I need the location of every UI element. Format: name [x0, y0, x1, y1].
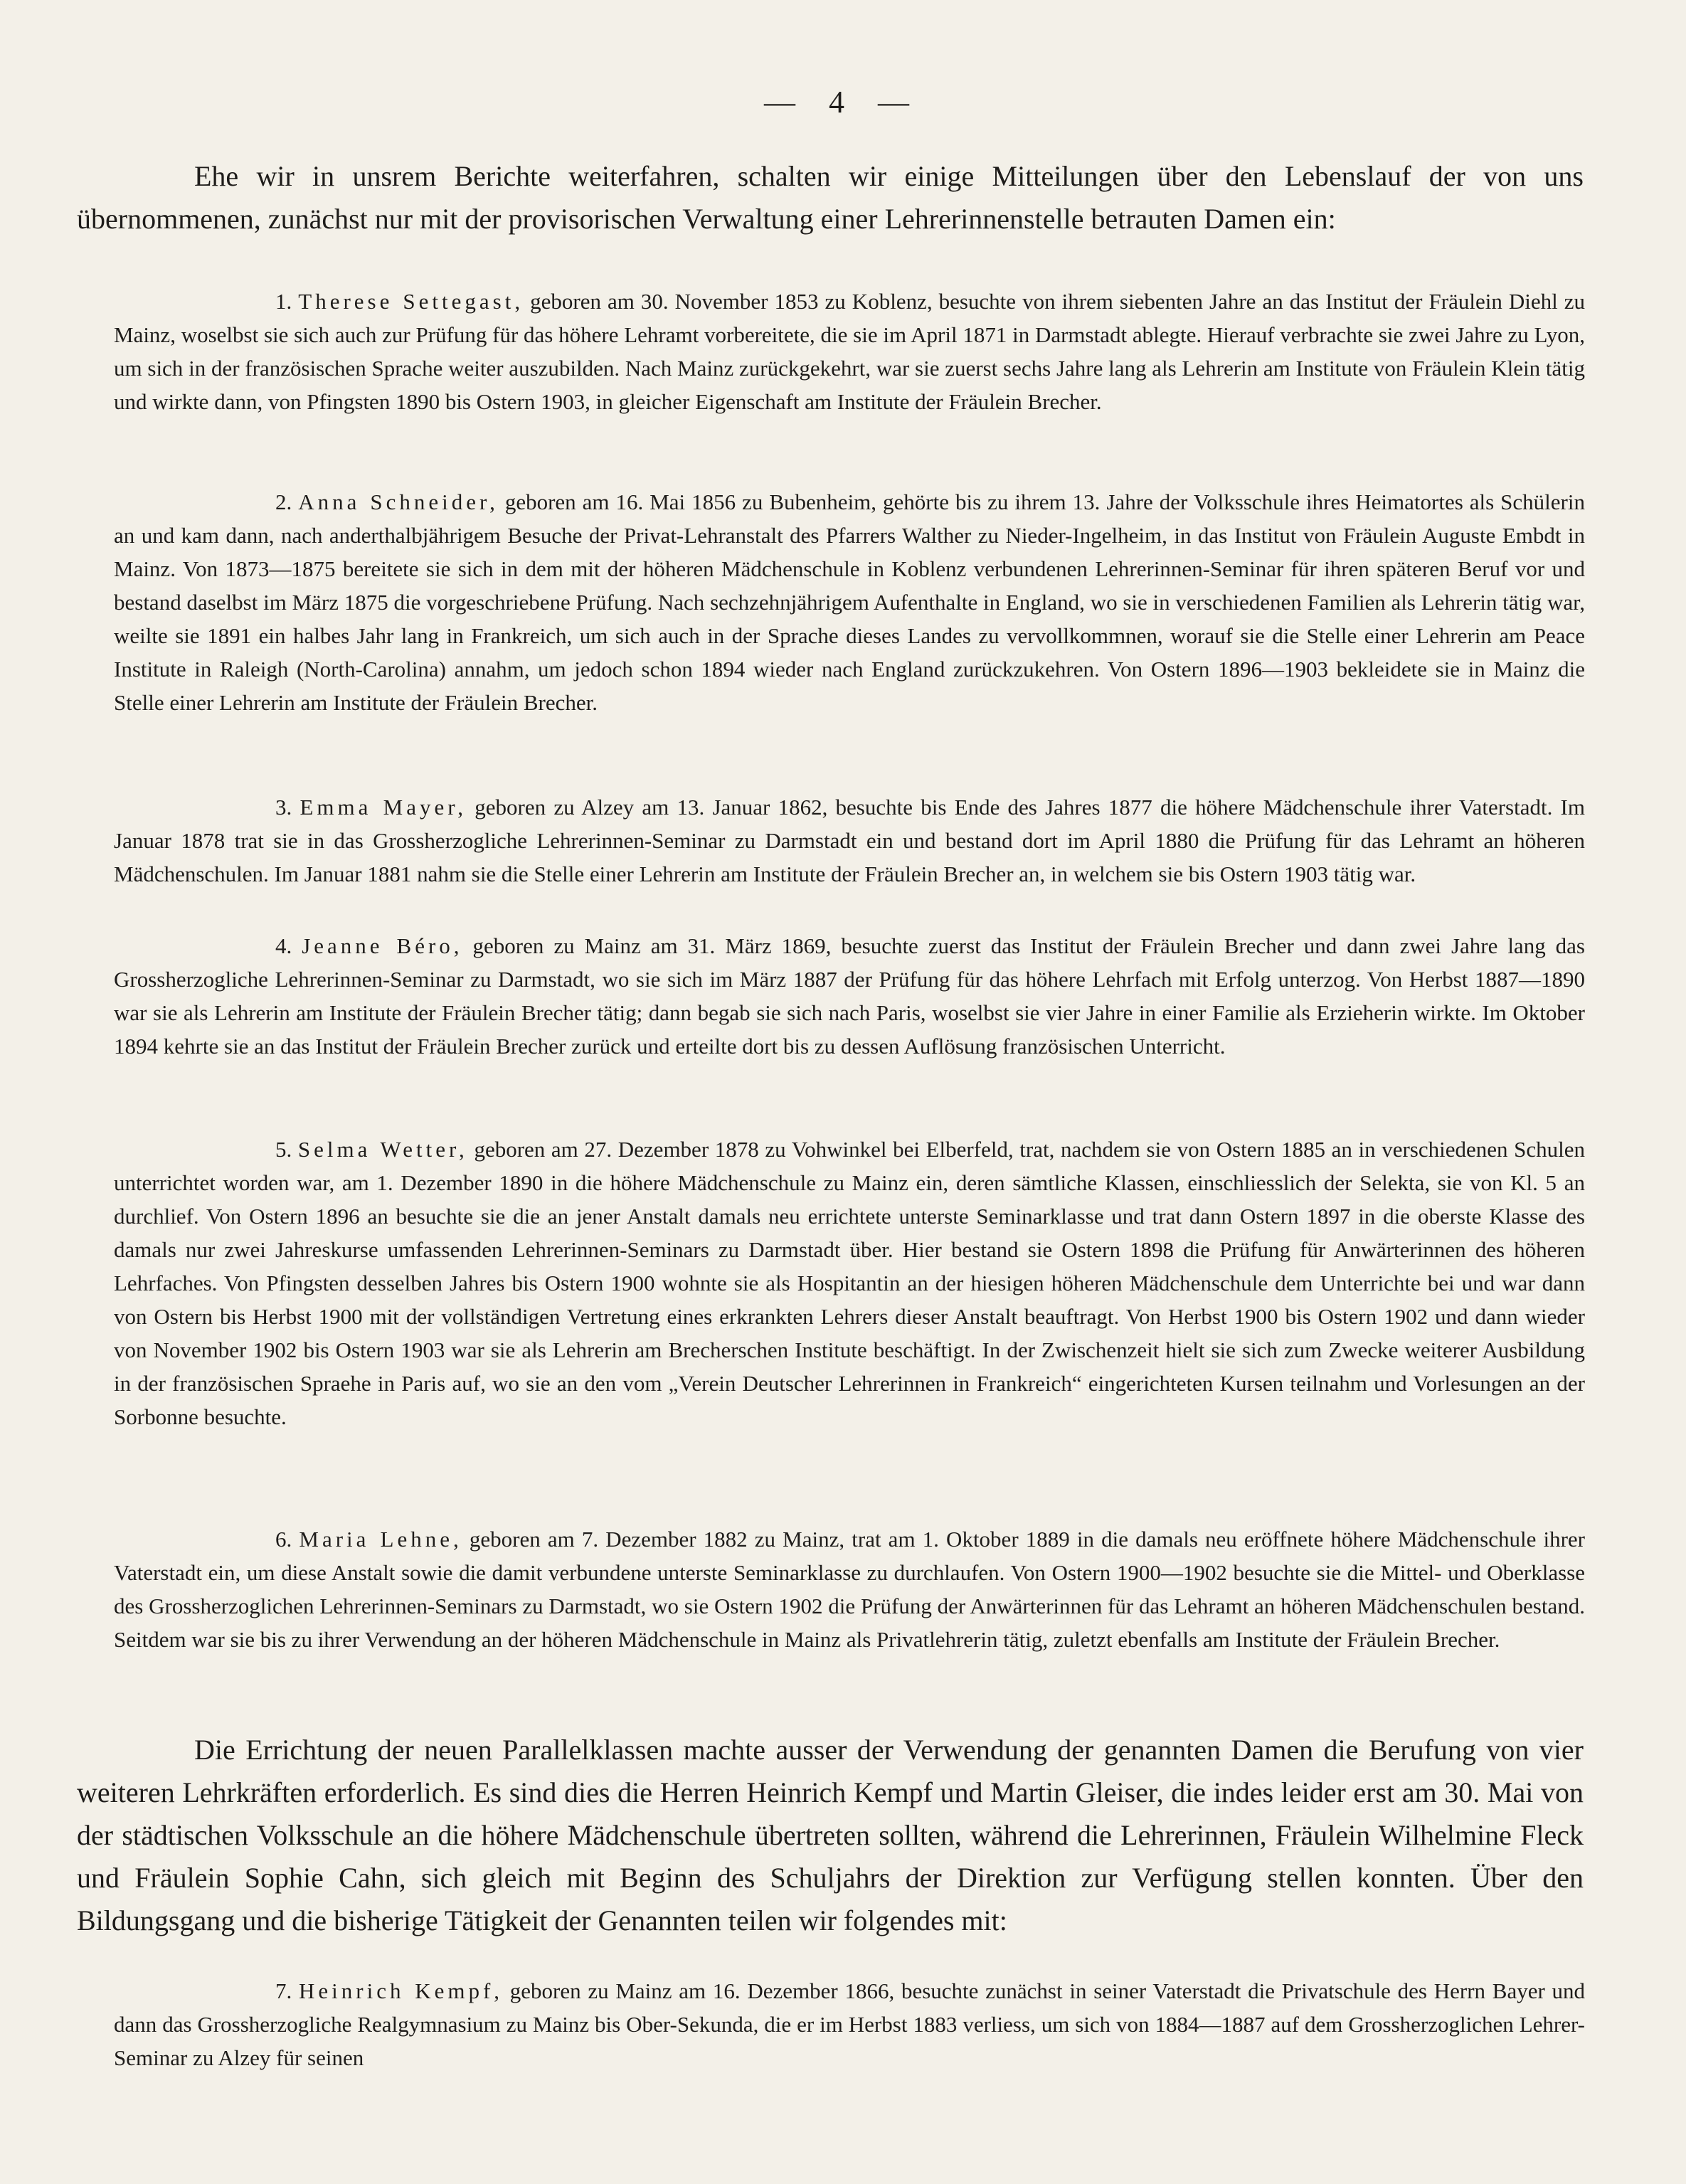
entry-text: geboren zu Mainz am 16. Dezember 1866, besuchte zunächst in seiner Vaterstadt die Privatschule des Herrn Bayer und dann das Grossherzogliche Realgymnasium zu Mainz bis Ober-Sekunda, die er im Herbst 1883 verliess, um sich von 1884—1887 auf dem Grossherzoglichen Lehrer-Seminar zu Alzey für seinen	[114, 1978, 1586, 2070]
entry-3	[114, 790, 1585, 891]
entry-text: geboren am 7. Dezember 1882 zu Mainz, trat am 1. Oktober 1889 in die damals neu eröffnete höhere Mädchenschule ihrer Vaterstadt ein, um diese Anstalt sowie die damit verbundene unterste Seminarklasse zu durchlaufen. Von Ostern 1900—1902 besuchte sie die Mittel- und Oberklasse des Grossherzoglichen Lehrerinnen-Seminars zu Darmstadt, wo sie Ostern 1902 die Prüfung der Anwärterinnen für das Lehramt an höheren Mädchenschulen bestand. Seitdem war sie bis zu ihrer Verwendung an der höheren Mädchenschule in Mainz als Privatlehrerin tätig, zuletzt ebenfalls am Institute der Fräulein Brecher.	[114, 1527, 1585, 1652]
page-number: — 4 —	[764, 85, 922, 120]
entry-5	[114, 1133, 1585, 1433]
entry-name: Emma Mayer,	[299, 795, 467, 820]
entry-4	[114, 929, 1585, 1063]
entry-text: geboren zu Alzey am 13. Januar 1862, besuchte bis Ende des Jahres 1877 die höhere Mädchenschule ihrer Vaterstadt. Im Januar 1878 trat sie in das Grossherzogliche Lehrerinnen-Seminar zu Darmstadt ein und bestand dort im April 1880 die Prüfung für das Lehramt an höheren Mädchenschulen. Im Januar 1881 nahm sie die Stelle einer Lehrerin am Institute der Fräulein Brecher an, in welchem sie bis Ostern 1903 tätig war.	[114, 795, 1585, 886]
entry-name: Therese Settegast,	[298, 289, 524, 314]
middle-paragraph-text: Die Errichtung der neuen Parallelklassen machte ausser der Verwendung der genannten Damen die Berufung von vier weiteren Lehrkräften erforderlich. Es sind dies die Herren Heinrich Kempf und Martin Gleiser, die indes leider erst am 30. Mai von der städtischen Volksschule an die höhere Mädchenschule übertreten sollten, während die Lehrerinnen, Fräulein Wilhelmine Fleck und Fräulein Sophie Cahn, sich gleich mit Beginn des Schuljahrs der Direktion zur Verfügung stellen konnten. Über den Bildungsgang und die bisherige Tätigkeit der Genannten teilen wir folgendes mit:	[77, 1734, 1584, 1936]
entry-text: geboren zu Mainz am 31. März 1869, besuchte zuerst das Institut der Fräulein Brecher und dann zwei Jahre lang das Grossherzogliche Lehrerinnen-Seminar zu Darmstadt, wo sie sich im März 1887 der Prüfung für das höhere Lehrfach mit Erfolg unterzog. Von Herbst 1887—1890 war sie als Lehrerin am Institute der Fräulein Brecher tätig; dann begab sie sich nach Paris, woselbst sie vier Jahre in einer Familie als Erzieherin wirkte. Im Oktober 1894 kehrte sie an das Institut der Fräulein Brecher zurück und erteilte dort bis zu dessen Auflösung französischen Unterricht.	[114, 933, 1585, 1059]
entry-number: 7.	[275, 1978, 292, 2003]
entry-text: geboren am 27. Dezember 1878 zu Vohwinkel bei Elberfeld, trat, nachdem sie von Ostern 1885 an in verschiedenen Schulen unterrichtet worden war, am 1. Dezember 1890 in die höhere Mädchenschule zu Mainz ein, deren sämtliche Klassen, einschliesslich der Selekta, sie von Kl. 5 an durchlief. Von Ostern 1896 an besuchte sie die an jener Anstalt damals neu errichtete unterste Seminarklasse und trat dann Ostern 1897 in die oberste Klasse des damals nur zwei Jahreskurse umfassenden Lehrerinnen-Seminars zu Darmstadt über. Hier bestand sie Ostern 1898 die Prüfung für Anwärterinnen des höheren Lehrfaches. Von Pfingsten desselben Jahres bis Ostern 1900 wohnte sie als Hospitantin an der hiesigen höheren Mädchenschule dem Unterrichte bei und war dann von Ostern bis Herbst 1900 mit der vollständigen Vertretung eines erkrankten Lehrers dieser Anstalt beauftragt. Von Herbst 1900 bis Ostern 1902 und dann wieder von November 1902 bis Ostern 1903 war sie als Lehrerin am Brecherschen Institute beschäftigt. In der Zwischenzeit hielt sie sich zum Zwecke weiterer Ausbildung in der französischen Spraehe in Paris auf, wo sie an den vom „Verein Deutscher Lehrerinnen in Frankreich“ eingerichteten Kursen teilnahm und Vorlesungen an der Sorbonne besuchte.	[114, 1137, 1586, 1429]
entry-1	[114, 285, 1585, 418]
entry-number: 1.	[275, 289, 292, 314]
entry-name: Selma Wetter,	[297, 1137, 468, 1162]
intro-paragraph-text: Ehe wir in unsrem Berichte weiterfahren, schalten wir einige Mitteilungen über den Lebenslauf der von uns übernommenen, zunächst nur mit der provisorischen Verwaltung einer Lehrerinnenstelle betrauten Damen ein:	[77, 160, 1584, 235]
entry-number: 4.	[275, 933, 292, 958]
intro-paragraph	[77, 155, 1584, 240]
entry-name: Jeanne Béro,	[302, 933, 463, 958]
entry-7	[114, 1974, 1585, 2074]
middle-paragraph	[77, 1729, 1584, 1942]
entry-2	[114, 485, 1585, 719]
entry-name: Anna Schneider,	[298, 489, 499, 514]
entry-number: 2.	[275, 489, 292, 514]
entry-number: 3.	[275, 795, 292, 820]
entry-name: Heinrich Kempf,	[299, 1978, 504, 2003]
entry-name: Maria Lehne,	[299, 1527, 462, 1552]
entry-text: geboren am 30. November 1853 zu Koblenz, besuchte von ihrem siebenten Jahre an das Institut der Fräulein Diehl zu Mainz, woselbst sie sich auch zur Prüfung für das höhere Lehramt vorbereitete, die sie im April 1871 in Darmstadt ablegte. Hierauf verbrachte sie zwei Jahre zu Lyon, um sich in der französischen Sprache weiter auszubilden. Nach Mainz zurückgekehrt, war sie zuerst sechs Jahre lang als Lehrerin am Institute von Fräulein Klein tätig und wirkte dann, von Pfingsten 1890 bis Ostern 1903, in gleicher Eigenschaft am Institute der Fräulein Brecher.	[114, 289, 1586, 414]
entry-text: geboren am 16. Mai 1856 zu Bubenheim, gehörte bis zu ihrem 13. Jahre der Volksschule ihres Heimatortes als Schülerin an und kam dann, nach anderthalbjährigem Besuche der Privat-Lehranstalt des Pfarrers Walther zu Nieder-Ingelheim, in das Institut von Fräulein Auguste Embdt in Mainz. Von 1873—1875 bereitete sie sich in dem mit der höheren Mädchenschule in Koblenz verbundenen Lehrerinnen-Seminar für ihren späteren Beruf vor und bestand daselbst im März 1875 die vorgeschriebene Prüfung. Nach sechzehnjährigem Aufenthalte in England, wo sie in verschiedenen Familien als Lehrerin tätig war, weilte sie 1891 ein halbes Jahr lang in Frankreich, um sich auch in der Sprache dieses Landes zu vervollkommnen, worauf sie die Stelle einer Lehrerin am Peace Institute in Raleigh (North-Carolina) annahm, um jedoch schon 1894 wieder nach England zurückzukehren. Von Ostern 1896—1903 bekleidete sie in Mainz die Stelle einer Lehrerin am Institute der Fräulein Brecher.	[114, 489, 1585, 715]
entry-number: 5.	[275, 1137, 292, 1162]
entry-6	[114, 1522, 1585, 1656]
entry-number: 6.	[275, 1527, 292, 1552]
